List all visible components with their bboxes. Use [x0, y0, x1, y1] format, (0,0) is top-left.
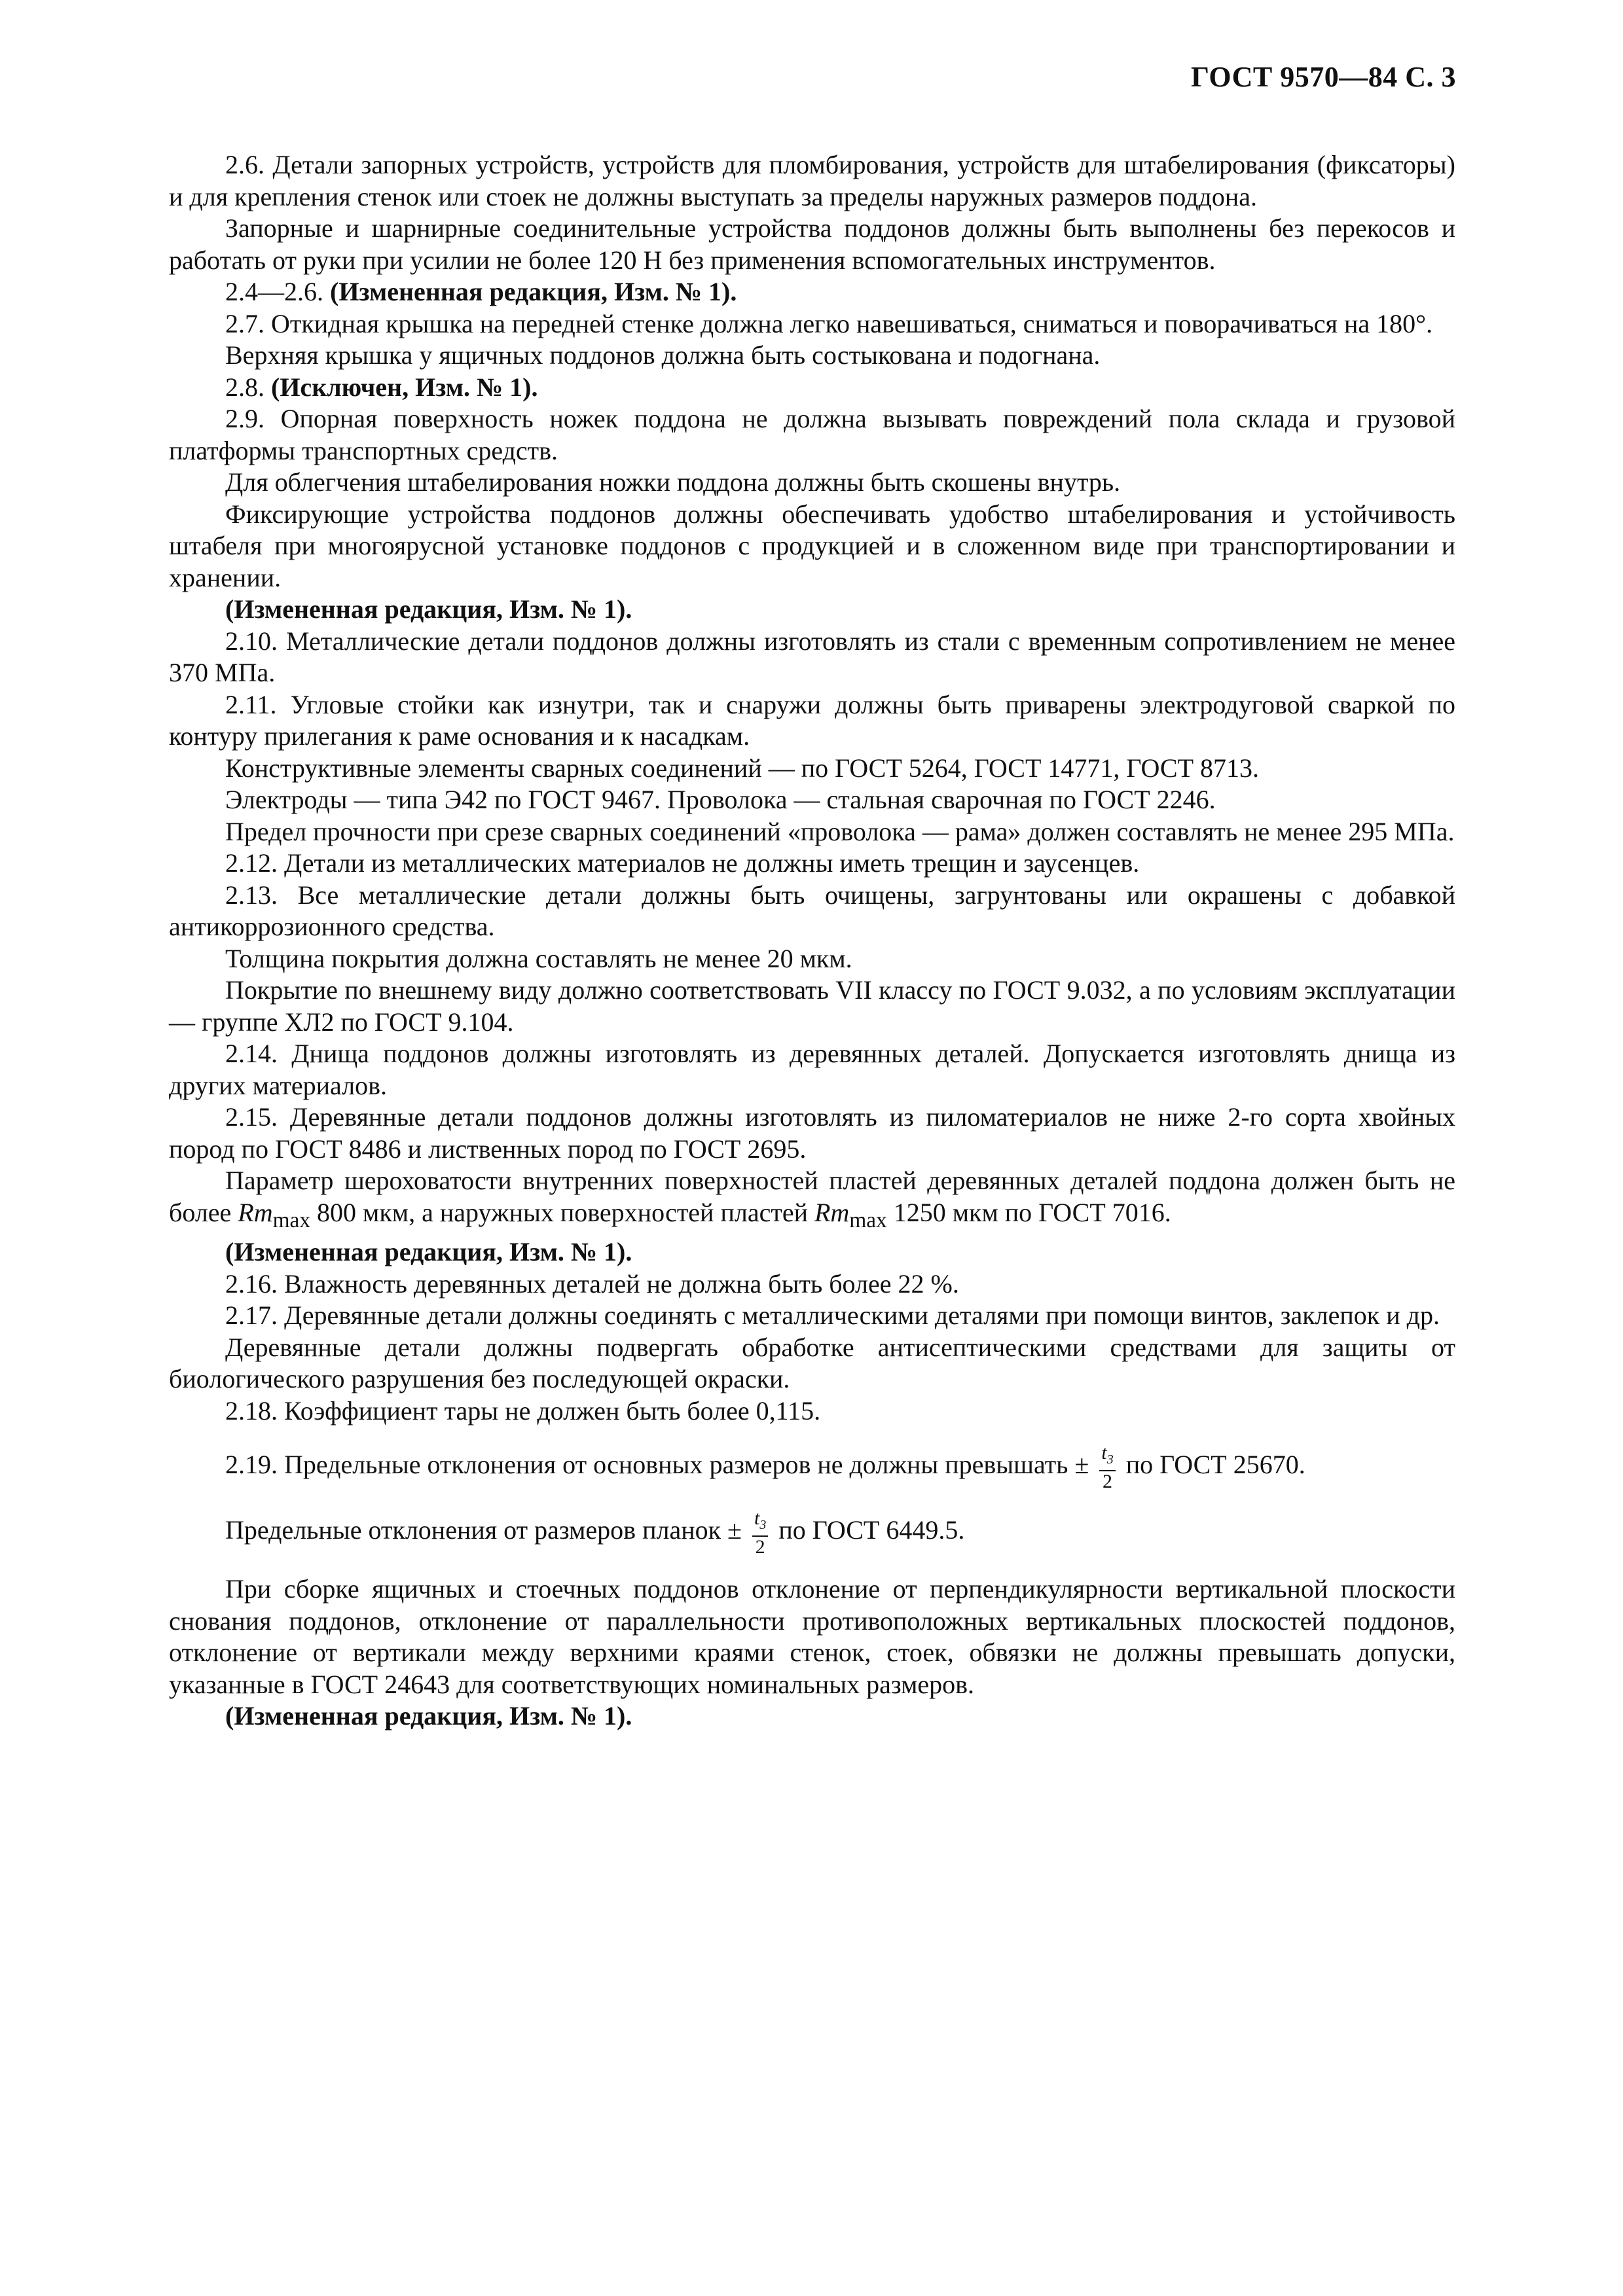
paragraph-2-14: 2.14. Днища поддонов должны изготовлять из деревянных деталей. Допускается изготовлять днища из других материалов.	[169, 1039, 1455, 1100]
tolerance-text-a: 2.19. Предельные отклонения от основных размеров не должны превышать ±	[225, 1450, 1096, 1480]
roughness-text-b: 800 мкм, а наружных поверхностей пластей	[310, 1197, 814, 1227]
paragraph-2-13: 2.13. Все металлические детали должны быть очищены, загрунтованы или окрашены с добавкой антикоррозионного средства.	[169, 880, 1455, 941]
section-ref: 2.8.	[225, 372, 271, 402]
fraction-subscript: 3	[1106, 1452, 1114, 1467]
amendment-note: (Измененная редакция, Изм. № 1).	[225, 1237, 632, 1266]
paragraph-coating-thickness: Толщина покрытия должна составлять не менее 20 мкм.	[225, 943, 852, 973]
fraction-t3-over-2	[752, 1508, 768, 1558]
paragraph-antiseptic: Деревянные детали должны подвергать обработке антисептическими средствами для защиты от биологического разрушения без последующей окраски.	[169, 1332, 1455, 1393]
rm-symbol: Rm	[238, 1197, 273, 1227]
paragraph-roughness	[169, 1165, 1455, 1236]
paragraph-coating-class: Покрытие по внешнему виду должно соответствовать VII классу по ГОСТ 9.032, а по условиям эксплуатации — группе ХЛ2 по ГОСТ 9.104.	[169, 975, 1455, 1037]
amendment-note-2-4-2-6	[169, 276, 1455, 308]
paragraph-2-15: 2.15. Деревянные детали поддонов должны изготовлять из пиломатериалов не ниже 2-го сорта хвойных пород по ГОСТ 8486 и лиственных пород по ГОСТ 2695.	[169, 1102, 1455, 1164]
paragraph-2-7: 2.7. Откидная крышка на передней стенке должна легко навешиваться, сниматься и поворачиваться на 180°.	[225, 308, 1433, 338]
tolerance-text-b: по ГОСТ 25670.	[1119, 1450, 1305, 1480]
amendment-note: (Измененная редакция, Изм. № 1).	[225, 594, 632, 624]
paragraph-2-8	[169, 372, 1455, 404]
page-header: ГОСТ 9570—84 С. 3	[1190, 61, 1456, 93]
paragraph-2-12: 2.12. Детали из металлических материалов не должны иметь трещин и заусенцев.	[225, 848, 1140, 878]
fraction-denominator: 2	[755, 1536, 765, 1558]
amendment-note: (Измененная редакция, Изм. № 1).	[225, 1701, 632, 1731]
paragraph-2-16: 2.16. Влажность деревянных деталей не должна быть более 22 %.	[225, 1268, 959, 1299]
paragraph-2-6: 2.6. Детали запорных устройств, устройств для пломбирования, устройств для штабелирования (фиксаторы) и для крепления стенок или стоек не должны выступать за пределы наружных размеров поддона.	[169, 150, 1455, 211]
paragraph-2-10: 2.10. Металлические детали поддонов должны изготовлять из стали с временным сопротивлением не менее 370 МПа.	[169, 626, 1455, 687]
excluded-label: (Исключен, Изм. № 1).	[271, 372, 538, 402]
amendment-label: (Измененная редакция, Изм. № 1).	[330, 277, 737, 306]
paragraph-top-cover: Верхняя крышка у ящичных поддонов должна быть состыкована и подогнана.	[225, 340, 1101, 370]
paragraph-2-17: 2.17. Деревянные детали должны соединять с металлическими деталями при помощи винтов, заклепок и др.	[225, 1300, 1440, 1330]
amendment-ref: 2.4—2.6.	[225, 277, 330, 306]
fraction-numerator: t	[1101, 1442, 1107, 1463]
paragraph-locking-devices: Запорные и шарнирные соединительные устройства поддонов должны быть выполнены без перекосов и работать от руки при усилии не более 120 Н без применения вспомогательных инструментов.	[169, 213, 1455, 275]
paragraph-plank-tolerance	[169, 1508, 1455, 1558]
roughness-text-c: 1250 мкм по ГОСТ 7016.	[886, 1197, 1171, 1227]
paragraph-legs: Для облегчения штабелирования ножки поддона должны быть скошены внутрь.	[225, 467, 1121, 497]
fraction-denominator: 2	[1103, 1471, 1113, 1492]
document-body	[169, 149, 1455, 1732]
roughness-text-a: Параметр шероховатости внутренних поверхностей пластей деревянных деталей поддона должен быть не более	[169, 1166, 1455, 1227]
paragraph-electrodes: Электроды — типа Э42 по ГОСТ 9467. Проволока — стальная сварочная по ГОСТ 2246.	[225, 785, 1216, 814]
paragraph-weld-elements: Конструктивные элементы сварных соединений — по ГОСТ 5264, ГОСТ 14771, ГОСТ 8713.	[225, 753, 1260, 783]
paragraph-shear-strength: Предел прочности при срезе сварных соединений «проволока — рама» должен составлять не менее 295 МПа.	[225, 816, 1455, 846]
rm-symbol: Rm	[814, 1197, 850, 1227]
paragraph-2-9: 2.9. Опорная поверхность ножек поддона не должна вызывать повреждений пола склада и грузовой платформы транспортных средств.	[169, 404, 1455, 465]
paragraph-2-18: 2.18. Коэффициент тары не должен быть более 0,115.	[225, 1395, 821, 1426]
fraction-t3-over-2	[1099, 1443, 1115, 1492]
plank-text-b: по ГОСТ 6449.5.	[772, 1515, 965, 1545]
max-subscript: max	[849, 1208, 887, 1232]
paragraph-fixing-devices: Фиксирующие устройства поддонов должны обеспечивать удобство штабелирования и устойчивость штабеля при многоярусной установке поддонов с продукцией и в сложенном виде при транспортировании и хранении.	[169, 499, 1455, 592]
max-subscript: max	[272, 1208, 311, 1232]
paragraph-assembly-tolerances: При сборке ящичных и стоечных поддонов отклонение от перпендикулярности вертикальной плоскости снования поддонов, отклонение от параллельности противоположных вертикальных плоскостей поддонов, отклонение от вертикали между верхними краями стенок, стоек, обвязки не должны превышать допуски, указанные в ГОСТ 24643 для соответствующих номинальных размеров.	[169, 1574, 1455, 1699]
fraction-subscript: 3	[759, 1518, 767, 1532]
fraction-numerator: t	[754, 1507, 760, 1529]
plank-text-a: Предельные отклонения от размеров планок ±	[225, 1515, 748, 1545]
paragraph-2-11: 2.11. Угловые стойки как изнутри, так и снаружи должны быть приварены электродуговой сваркой по контуру прилегания к раме основания и к насадкам.	[169, 689, 1455, 751]
paragraph-2-19	[169, 1443, 1455, 1492]
